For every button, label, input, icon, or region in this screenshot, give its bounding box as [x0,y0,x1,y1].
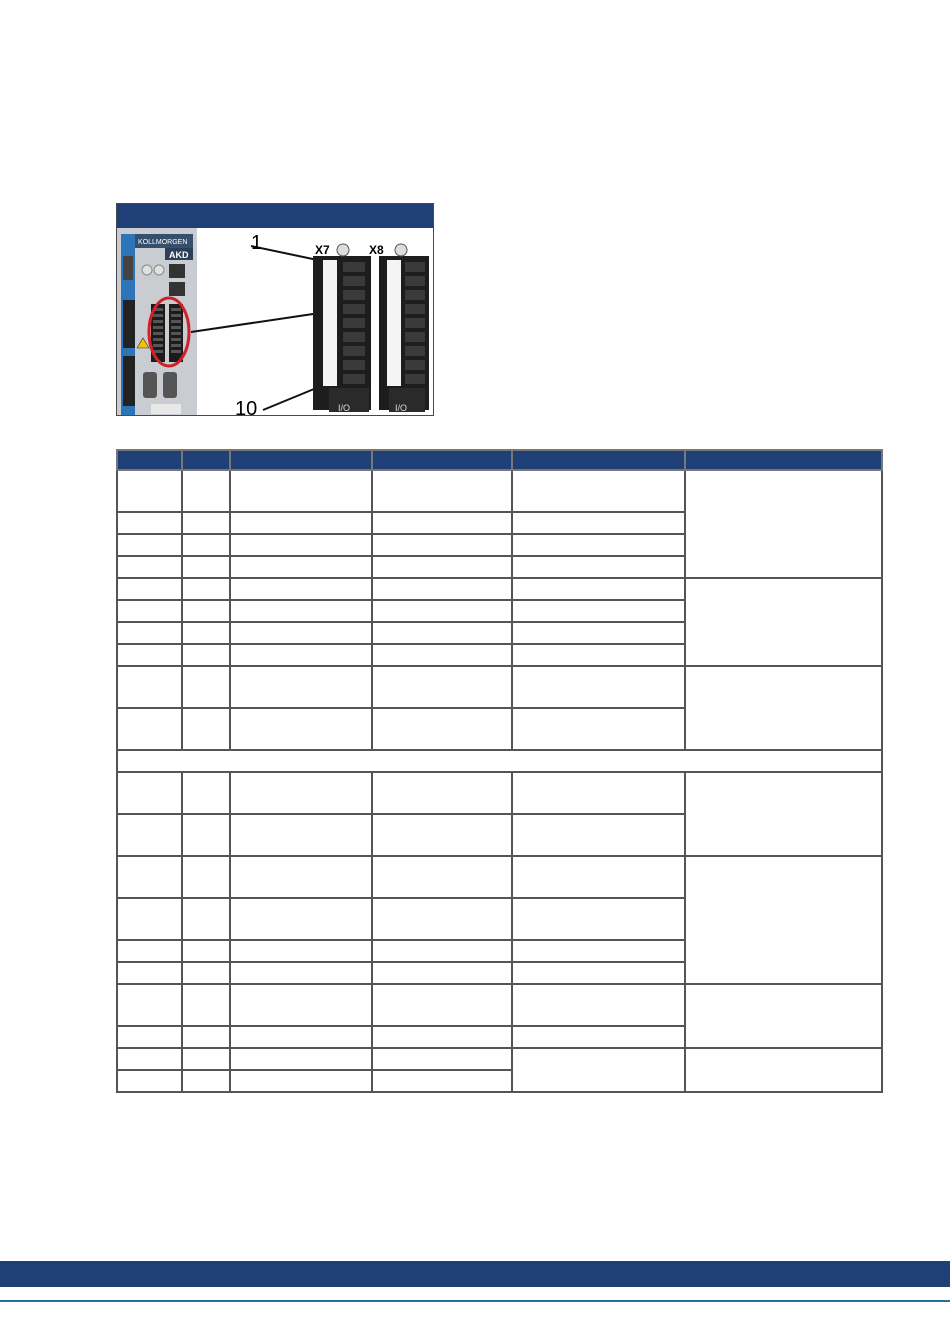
footer-rule [0,1300,950,1302]
header-cell [182,450,230,470]
drive-front-panel [117,228,197,416]
header-cell [512,450,685,470]
footer-bar [0,1261,950,1287]
merged-cell [512,1048,685,1092]
x7-io-label: I/O [338,403,351,413]
x8-connector-large [379,244,429,413]
merged-cell [685,772,882,856]
model-label: AKD [169,250,189,260]
callout-1: 1 [251,232,263,254]
table-row [117,772,882,814]
table-row [117,984,882,1026]
callout-10: 10 [235,398,258,416]
x8-label: X8 [369,243,384,257]
header-cell [230,450,372,470]
table-row [117,470,882,512]
brand-label: KOLLMORGEN [138,239,188,246]
table-row [117,666,882,708]
table-header-row [117,450,882,470]
header-cell [372,450,512,470]
figure-title-bar [117,204,433,228]
merged-cell [685,666,882,750]
merged-cell [685,856,882,984]
merged-cell [685,1048,882,1092]
pin-assignment-table [116,449,883,1093]
merged-cell [685,470,882,578]
section-cell [117,750,882,772]
connector-photo [117,228,433,416]
x7-connector-large [313,244,371,413]
x8-io-label: I/O [395,403,408,413]
merged-cell [685,984,882,1048]
section-row [117,750,882,772]
merged-cell [685,578,882,666]
table-row [117,1048,882,1070]
table-row [117,578,882,600]
connector-figure [116,203,434,416]
header-cell [685,450,882,470]
table-row [117,856,882,898]
x7-label: X7 [315,243,330,257]
header-cell [117,450,182,470]
